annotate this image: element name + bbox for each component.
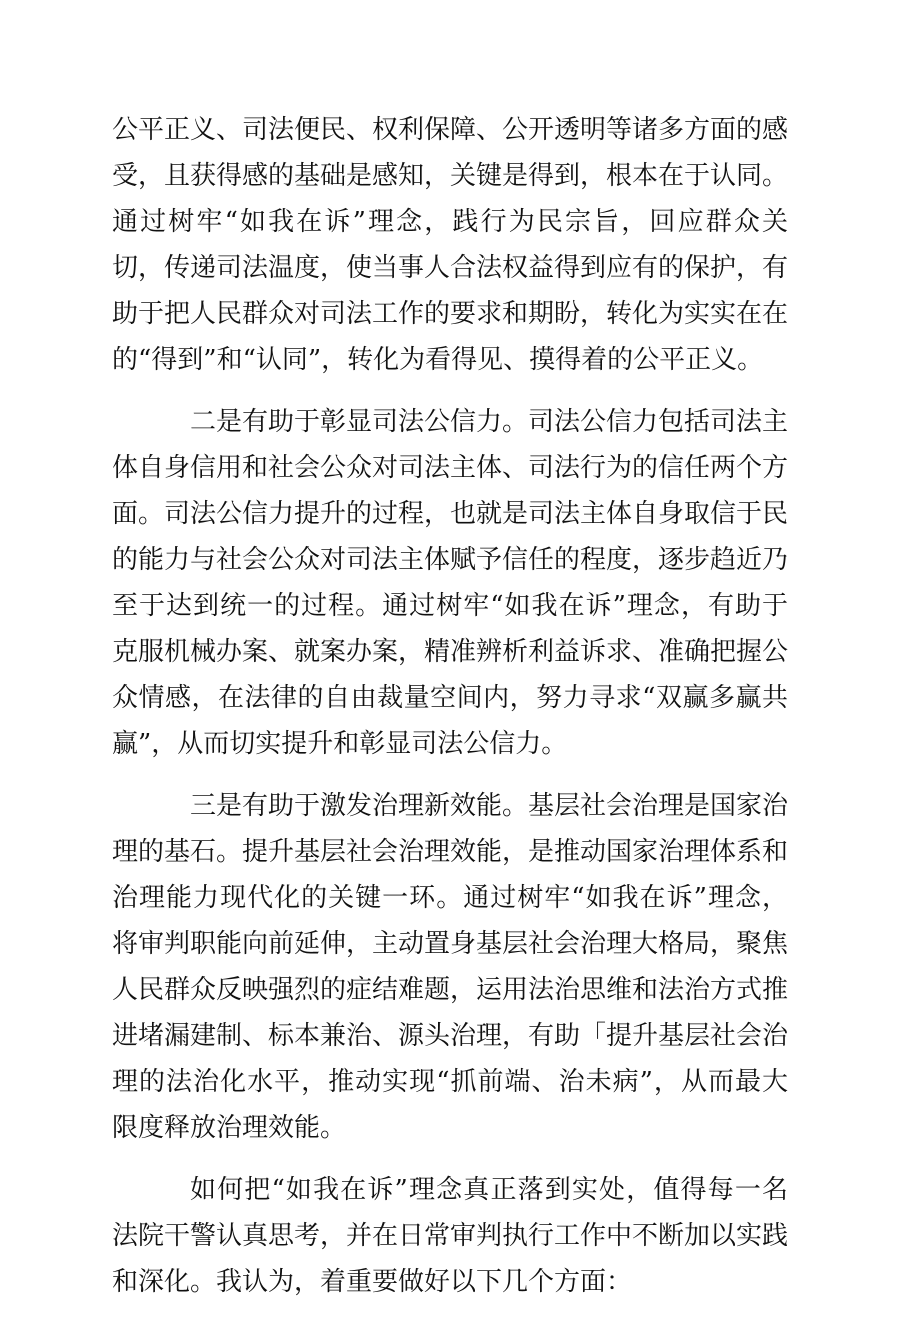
paragraph-2: 二是有助于彰显司法公信力。司法公信力包括司法主体自身信用和社会公众对司法主体、司法行为的信任两个方面。司法公信力提升的过程，也就是司法主体自身取信于民的能力与社会公众对司法主体赋予信任的程度，逐步趋近乃至于达到统一的过程。通过树牢“如我在诉”理念，有助于克服机械办案、就案办案，精准辨析利益诉求、准确把握公众情感，在法律的自由裁量空间内，努力寻求“双赢多赢共赢”，从而切实提升和彰显司法公信力。 — [112, 407, 789, 759]
paragraph-1: 公平正义、司法便民、权利保障、公开透明等诸多方面的感受，且获得感的基础是感知，关键是得到，根本在于认同。通过树牢“如我在诉”理念，践行为民宗旨，回应群众关切，传递司法温度，使当事人合法权益得到应有的保护，有助于把人民群众对司法工作的要求和期盼，转化为实实在在的“得到”和“认同”，转化为看得见、摸得着的公平正义。 — [112, 115, 789, 375]
paragraph-4: 如何把“如我在诉”理念真正落到实处，值得每一名法院干警认真思考，并在日常审判执行工作中不断加以实践和深化。我认为，着重要做好以下几个方面： — [112, 1175, 789, 1297]
paragraph-3: 三是有助于激发治理新效能。基层社会治理是国家治理的基石。提升基层社会治理效能，是推动国家治理体系和治理能力现代化的关键一环。通过树牢“如我在诉”理念，将审判职能向前延伸，主动置身基层社会治理大格局，聚焦人民群众反映强烈的症结难题，运用法治思维和法治方式推进堵漏建制、标本兼治、源头治理，有助「提升基层社会治理的法治化水平，推动实现“抓前端、治未病”，从而最大限度释放治理效能。 — [112, 791, 789, 1143]
document-body — [112, 107, 788, 1321]
